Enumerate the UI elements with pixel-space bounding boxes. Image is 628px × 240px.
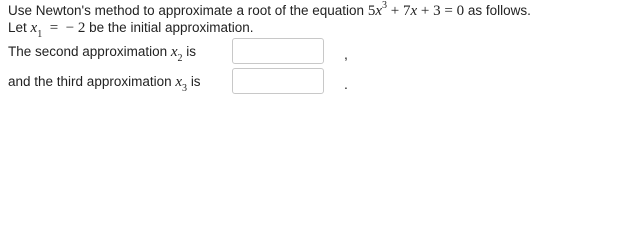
x2-variable: $x_2$ (170, 44, 183, 64)
equation: $5x^3 + 7x + 3 = 0$ (367, 0, 465, 19)
let-suffix: be the initial approximation. (89, 20, 254, 35)
third-approximation-label: and the third approximation $x_3$ is (8, 74, 201, 94)
problem-statement-line-2 (8, 20, 254, 40)
second-approximation-input[interactable] (232, 38, 324, 64)
intro-suffix: as follows. (467, 3, 531, 18)
initial-approximation-expression: $x_1$ = − 2 (30, 20, 86, 40)
x3-variable: $x_3$ (175, 74, 188, 94)
second-trailing-comma: , (344, 46, 348, 62)
second-approximation-label: The second approximation $x_2$ is (8, 44, 197, 64)
intro-prefix: Use Newton's method to approximate a root of the equation (8, 3, 365, 18)
let-prefix: Let (8, 20, 27, 35)
third-trailing-period: . (344, 76, 348, 92)
third-approximation-input[interactable] (232, 68, 324, 94)
problem-statement-line-1 (8, 0, 531, 19)
